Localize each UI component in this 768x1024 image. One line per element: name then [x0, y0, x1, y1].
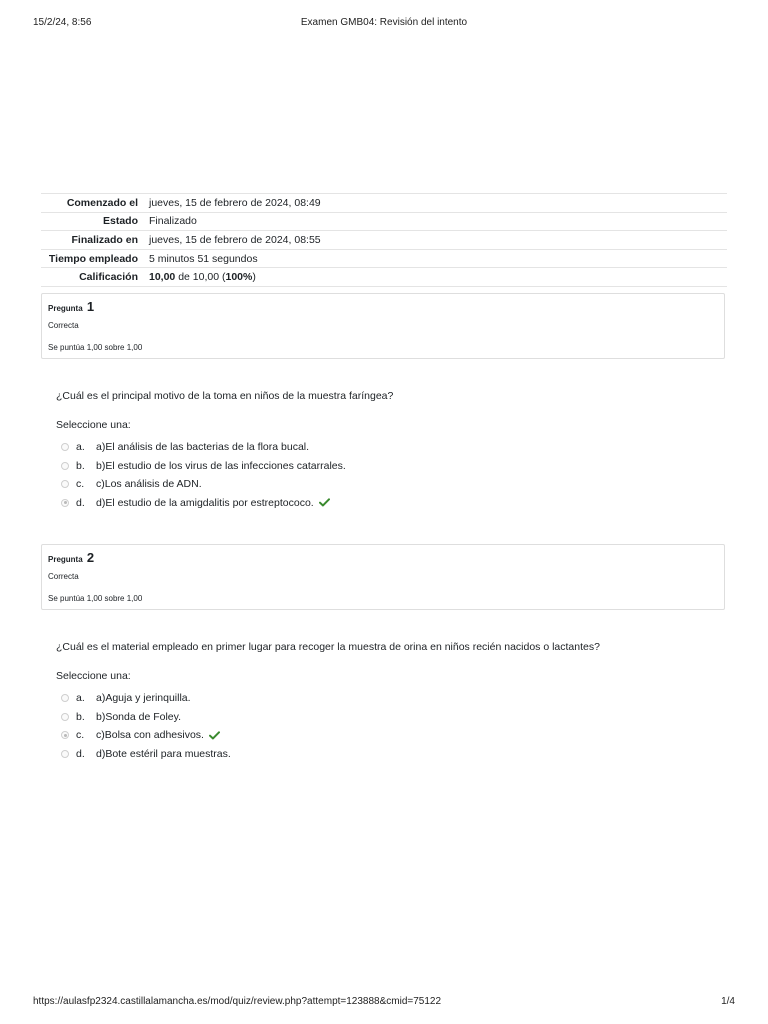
radio-button-selected[interactable]	[61, 731, 69, 739]
summary-row-finished	[41, 230, 727, 249]
answer-text: a)El análisis de las bacterias de la flora bucal.	[96, 441, 310, 454]
radio-button-selected[interactable]	[61, 499, 69, 507]
answer-letter: d.	[76, 747, 85, 760]
print-title: Examen GMB04: Revisión del intento	[300, 17, 468, 28]
answer-letter: b.	[76, 710, 85, 723]
summary-label: Calificación	[79, 271, 138, 284]
question-state: Correcta	[48, 321, 79, 330]
summary-row-state	[41, 212, 727, 231]
attempt-summary-table	[41, 193, 727, 287]
grade-score: 10,00	[149, 271, 176, 284]
answer-letter: c.	[76, 478, 85, 491]
question-text-1: ¿Cuál es el principal motivo de la toma en niños de la muestra faríngea?	[56, 390, 394, 402]
answer-letter: c.	[76, 729, 85, 742]
summary-value: Finalizado	[149, 215, 197, 228]
summary-value: 5 minutos 51 segundos	[149, 252, 258, 265]
question-grade: Se puntúa 1,00 sobre 1,00	[48, 594, 143, 603]
question-prompt-2: Seleccione una:	[56, 670, 131, 682]
question-grade: Se puntúa 1,00 sobre 1,00	[48, 343, 143, 352]
correct-check-icon	[319, 498, 330, 507]
radio-button[interactable]	[61, 750, 69, 758]
summary-value: jueves, 15 de febrero de 2024, 08:55	[149, 233, 321, 246]
answer-text: b)Sonda de Foley.	[96, 710, 182, 723]
question-state: Correcta	[48, 572, 79, 581]
summary-value: jueves, 15 de febrero de 2024, 08:49	[149, 196, 321, 209]
question-text-2: ¿Cuál es el material empleado en primer lugar para recoger la muestra de orina en niños recién nacidos o lactantes?	[56, 641, 600, 653]
answer-letter: b.	[76, 459, 85, 472]
answer-list-2	[61, 689, 231, 763]
answer-option-selected[interactable]	[61, 494, 346, 513]
question-number-value: 1	[86, 299, 95, 314]
radio-button[interactable]	[61, 443, 69, 451]
answer-option[interactable]	[61, 689, 231, 708]
answer-letter: d.	[76, 496, 85, 509]
answer-letter: a.	[76, 692, 85, 705]
summary-label: Finalizado en	[71, 233, 138, 246]
print-date: 15/2/24, 8:56	[33, 17, 92, 28]
summary-row-time-taken	[41, 249, 727, 268]
grade-close: )	[252, 271, 256, 284]
answer-text: d)El estudio de la amigdalitis por estreptococo.	[96, 496, 314, 509]
print-page-number: 1/4	[721, 996, 735, 1007]
summary-label: Tiempo empleado	[48, 252, 138, 265]
question-info-2	[41, 544, 725, 610]
answer-option[interactable]	[61, 457, 346, 476]
answer-text: d)Bote estéril para muestras.	[96, 747, 231, 760]
question-label: Pregunta	[48, 304, 83, 313]
question-info-1	[41, 293, 725, 359]
radio-button[interactable]	[61, 713, 69, 721]
answer-text: c)Bolsa con adhesivos.	[96, 729, 204, 742]
summary-row-started	[41, 193, 727, 212]
print-url: https://aulasfp2324.castillalamancha.es/mod/quiz/review.php?attempt=123888&cmid=75122	[33, 996, 442, 1007]
summary-label: Estado	[102, 215, 138, 228]
radio-button[interactable]	[61, 694, 69, 702]
answer-option[interactable]	[61, 708, 231, 727]
radio-button[interactable]	[61, 462, 69, 470]
answer-text: b)El estudio de los virus de las infecciones catarrales.	[96, 459, 346, 472]
answer-option-selected[interactable]	[61, 726, 231, 745]
radio-button[interactable]	[61, 480, 69, 488]
summary-row-grade	[41, 267, 727, 287]
answer-list-1	[61, 438, 346, 512]
grade-percent: 100%	[225, 271, 253, 284]
grade-out-of: de 10,00 (	[175, 271, 226, 284]
answer-option[interactable]	[61, 475, 346, 494]
summary-value	[148, 271, 256, 283]
summary-label: Comenzado el	[66, 196, 138, 209]
answer-text: a)Aguja y jerinquilla.	[96, 692, 191, 705]
question-label: Pregunta	[48, 555, 83, 564]
question-prompt-1: Seleccione una:	[56, 419, 131, 431]
question-number	[48, 550, 94, 565]
answer-text: c)Los análisis de ADN.	[96, 478, 202, 491]
answer-letter: a.	[76, 441, 85, 454]
question-number-value: 2	[86, 550, 95, 565]
answer-option[interactable]	[61, 745, 231, 764]
print-header	[0, 17, 768, 31]
answer-option[interactable]	[61, 438, 346, 457]
question-number	[48, 299, 94, 314]
correct-check-icon	[209, 731, 220, 740]
